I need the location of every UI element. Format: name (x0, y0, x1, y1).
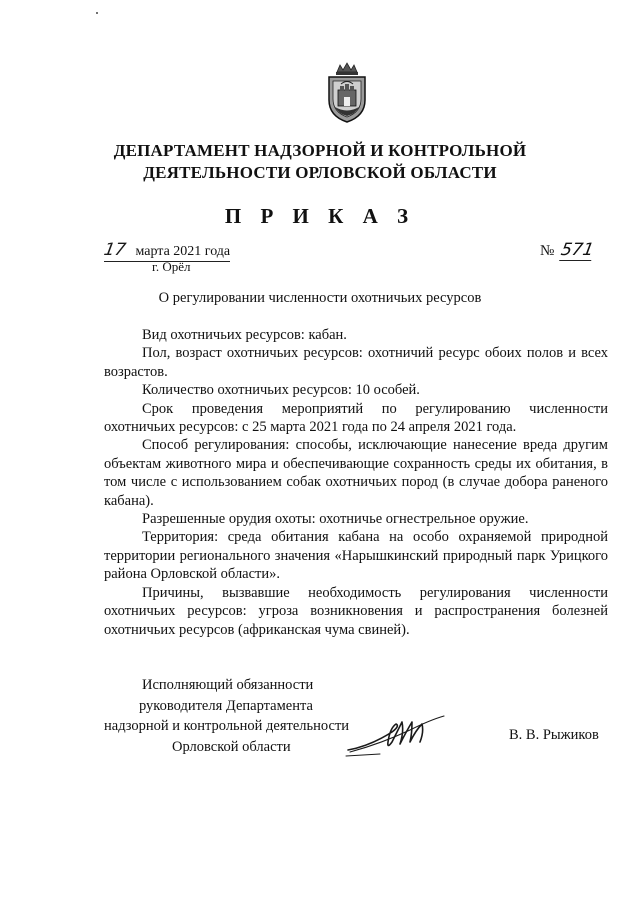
paragraph-territory: Территория: среда обитания кабана на особо охраняемой природной территории регионального значения «Нарышкинский природный парк Урицкого района Орловской области». (104, 529, 608, 583)
handwritten-signature (340, 702, 450, 762)
signatory-position-line2: руководителя Департамента (139, 697, 313, 714)
signatory-position-line4: Орловской области (172, 738, 291, 755)
paragraph-species: Вид охотничьих ресурсов: кабан. (142, 327, 347, 343)
order-city: г. Орёл (152, 259, 191, 274)
department-title-line1: ДЕПАРТАМЕНТ НАДЗОРНОЙ И КОНТРОЛЬНОЙ (113, 141, 527, 160)
order-number (540, 240, 594, 261)
department-title (0, 140, 640, 184)
signatory-position-line1: Исполняющий обязанности (142, 677, 314, 693)
order-date-day-handwritten: 17 (102, 240, 128, 260)
paragraph-sex-age: Пол, возраст охотничьих ресурсов: охотничий ресурс обоих полов и всех возрастов. (104, 345, 608, 380)
scan-speck (96, 12, 98, 14)
paragraph-weapons: Разрешенные орудия охоты: охотничье огнестрельное оружие. (142, 511, 529, 528)
department-title-line2: ДЕЯТЕЛЬНОСТИ ОРЛОВСКОЙ ОБЛАСТИ (143, 163, 497, 182)
signatory-name: В. В. Рыжиков (509, 727, 599, 743)
order-number-handwritten: 571 (559, 240, 596, 260)
order-body (104, 326, 608, 639)
signatory-position-line3: надзорной и контрольной деятельности (104, 718, 350, 734)
paragraph-method: Способ регулирования: способы, исключающие нанесение вреда другим объектам животного мира и обеспечивающие сохранность среды их обитания, в том числе с использованием собак охотничьих пород (в случае добора раненого кабана). (104, 437, 608, 509)
document-type-heading: П Р И К А З (224, 204, 416, 228)
order-date-month-year: марта 2021 года (135, 244, 231, 259)
order-subject: О регулировании численности охотничьих ресурсов (158, 290, 482, 306)
paragraph-period: Срок проведения мероприятий по регулированию численности охотничьих ресурсов: с 25 марта 2021 года по 24 апреля 2021 года. (104, 400, 608, 436)
paragraph-quantity: Количество охотничьих ресурсов: 10 особей. (142, 382, 420, 399)
order-number-label: № (540, 243, 555, 259)
paragraph-reasons: Причины, вызвавшие необходимость регулирования численности охотничьих ресурсов: угроза возникновения и распространения болезней охотничьих ресурсов (африканская чума свиней). (104, 584, 608, 638)
coat-of-arms-emblem (323, 62, 371, 124)
signatory-position (104, 675, 349, 757)
